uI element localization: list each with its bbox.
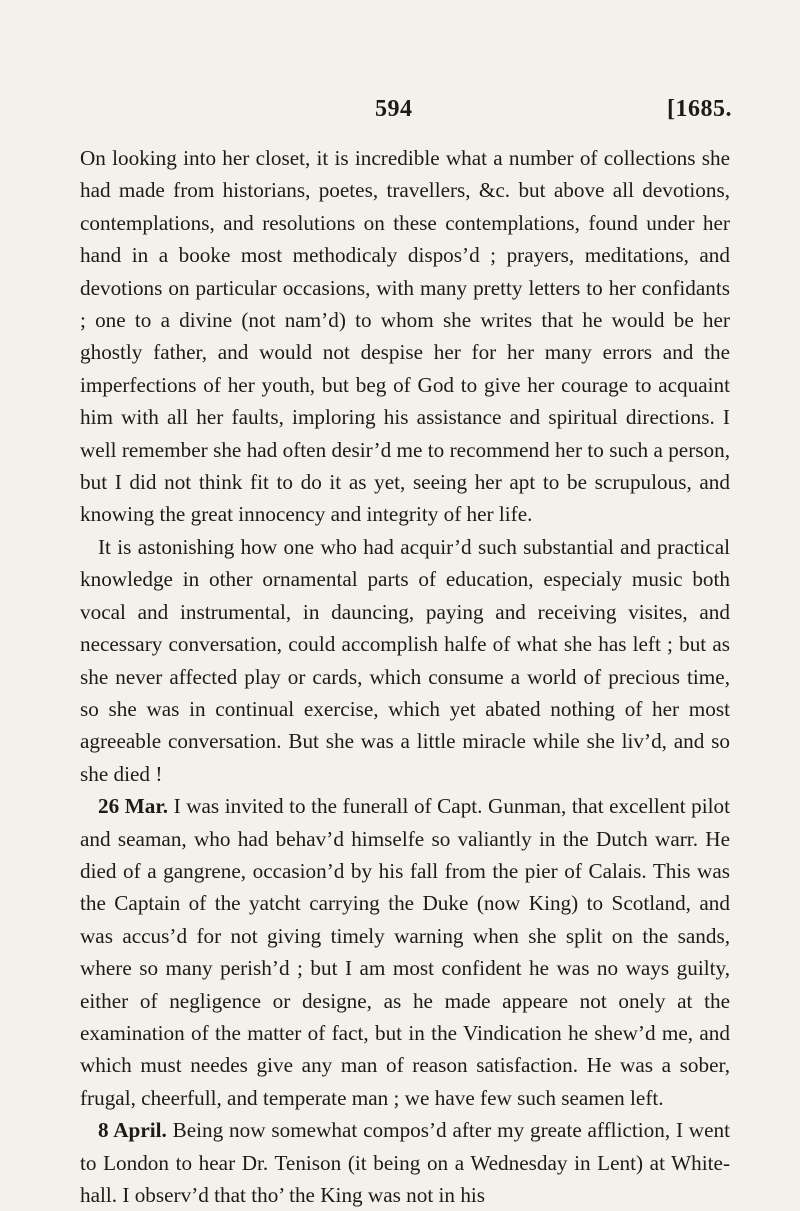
running-head-year: [1685. [667,96,732,122]
entry-26-mar [80,790,730,1114]
diary-text [80,142,730,1211]
paragraph-closet: On looking into her closet, it is incredible what a number of collections she had made from historians, poetes, travellers, &c. but above all devotions, contemplations, and resolutions on these contemplations, found under her hand in a booke most methodicaly dispos’d ; prayers, meditations, and devotions on particular occasions, with many pretty letters to her confidants ; one to a divine (not nam’d) to whom she writes that he would be her ghostly father, and would not despise her for her many errors and the imperfections of her youth, but beg of God to give her courage to acquaint him with all her faults, imploring his assistance and spiritual directions. I well remember she had often desir’d me to recommend her to such a person, but I did not think fit to do it as yet, seeing her apt to be scrupulous, and knowing the great innocency and integrity of her life. [80,146,730,527]
running-head [0,96,800,126]
paragraph-accomplishments: It is astonishing how one who had acquir’d such substantial and practical knowledge in other ornamental parts of education, especialy music both vocal and instrumental, in dauncing, paying and receiving visites, and necessary conversation, could accomplish halfe of what she has left ; but as she never affected play or cards, which consume a world of precious time, so she was in continual exercise, which yet abated nothing of her most agreeable conversation. But she was a little miracle while she liv’d, and so she died ! [80,534,730,786]
entry-text: Being now somewhat compos’d after my greate affliction, I went to London to hear Dr. Tenison (it being on a Wednesday in Lent) at White-hall. I observ’d that tho’ the King was not in his [80,1118,730,1207]
entry-8-april [80,1114,730,1211]
entry-text: I was invited to the funerall of Capt. Gunman, that excellent pilot and seaman, who had behav’d himselfe so valiantly in the Dutch warr. He died of a gangrene, occasion’d by his fall from the pier of Calais. This was the Captain of the yatcht carrying the Duke (now King) to Scotland, and was accus’d for not giving timely warning when she split on the sands, where so many perish’d ; but I am most confident he was no ways guilty, either of negligence or designe, as he made appeare not onely at the examination of the matter of fact, but in the Vindication he shew’d me, and which must needes give any man of reason satisfaction. He was a sober, frugal, cheerfull, and temperate man ; we have few such seamen left. [80,794,730,1110]
entry-date: 26 Mar. [98,794,169,819]
page-number: 594 [375,96,413,122]
entry-date: 8 April. [98,1118,167,1143]
